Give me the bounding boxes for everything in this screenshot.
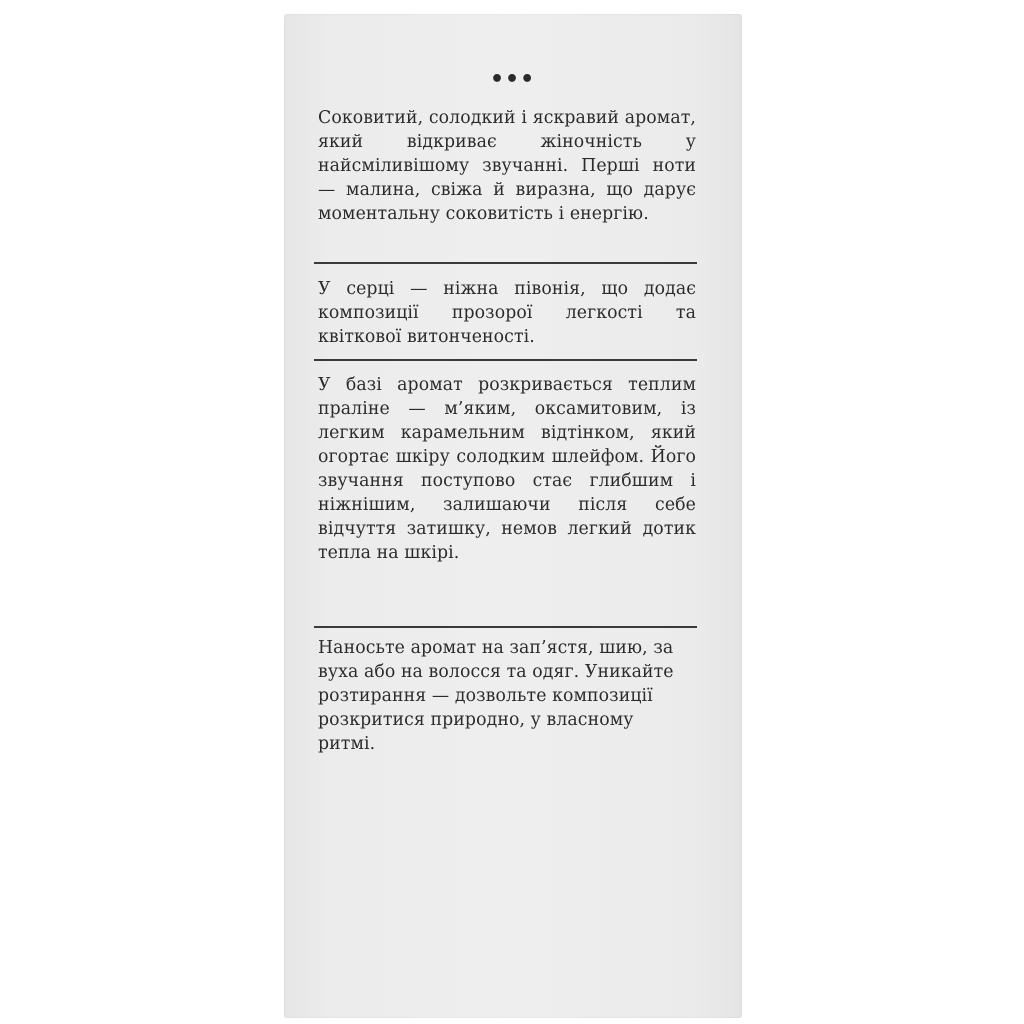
divider-line bbox=[314, 359, 697, 361]
heart-notes-paragraph: У серці — ніжна півонія, що додає композиції прозорої легкості та квіткової витонченості. bbox=[318, 279, 696, 347]
divider-line bbox=[314, 262, 697, 264]
divider-line bbox=[314, 626, 697, 628]
ellipsis-mark: ••• bbox=[490, 67, 536, 92]
base-notes-paragraph: У базі аромат розкривається теплим праліне — м’яким, оксамитовим, із легким карамельним відтінком, який огортає шкіру солодким шлейфом. Його звучання поступово стає глибшим і ніжнішим, залишаючи після себе відчуття затишку, немов легкий дотик тепла на шкірі. bbox=[318, 375, 696, 563]
top-notes-paragraph: Соковитий, солодкий і яскравий аромат, який відкриває жіночність у найсміливішому звучанні. Перші ноти — малина, свіжа й виразна, що дарує моментальну соковитість і енергію. bbox=[318, 108, 696, 224]
usage-instructions-paragraph: Наносьте аромат на зап’ястя, шию, за вуха або на волосся та одяг. Уникайте розтирання — дозвольте композиції розкритися природно, у власному ритмі. bbox=[318, 638, 674, 754]
